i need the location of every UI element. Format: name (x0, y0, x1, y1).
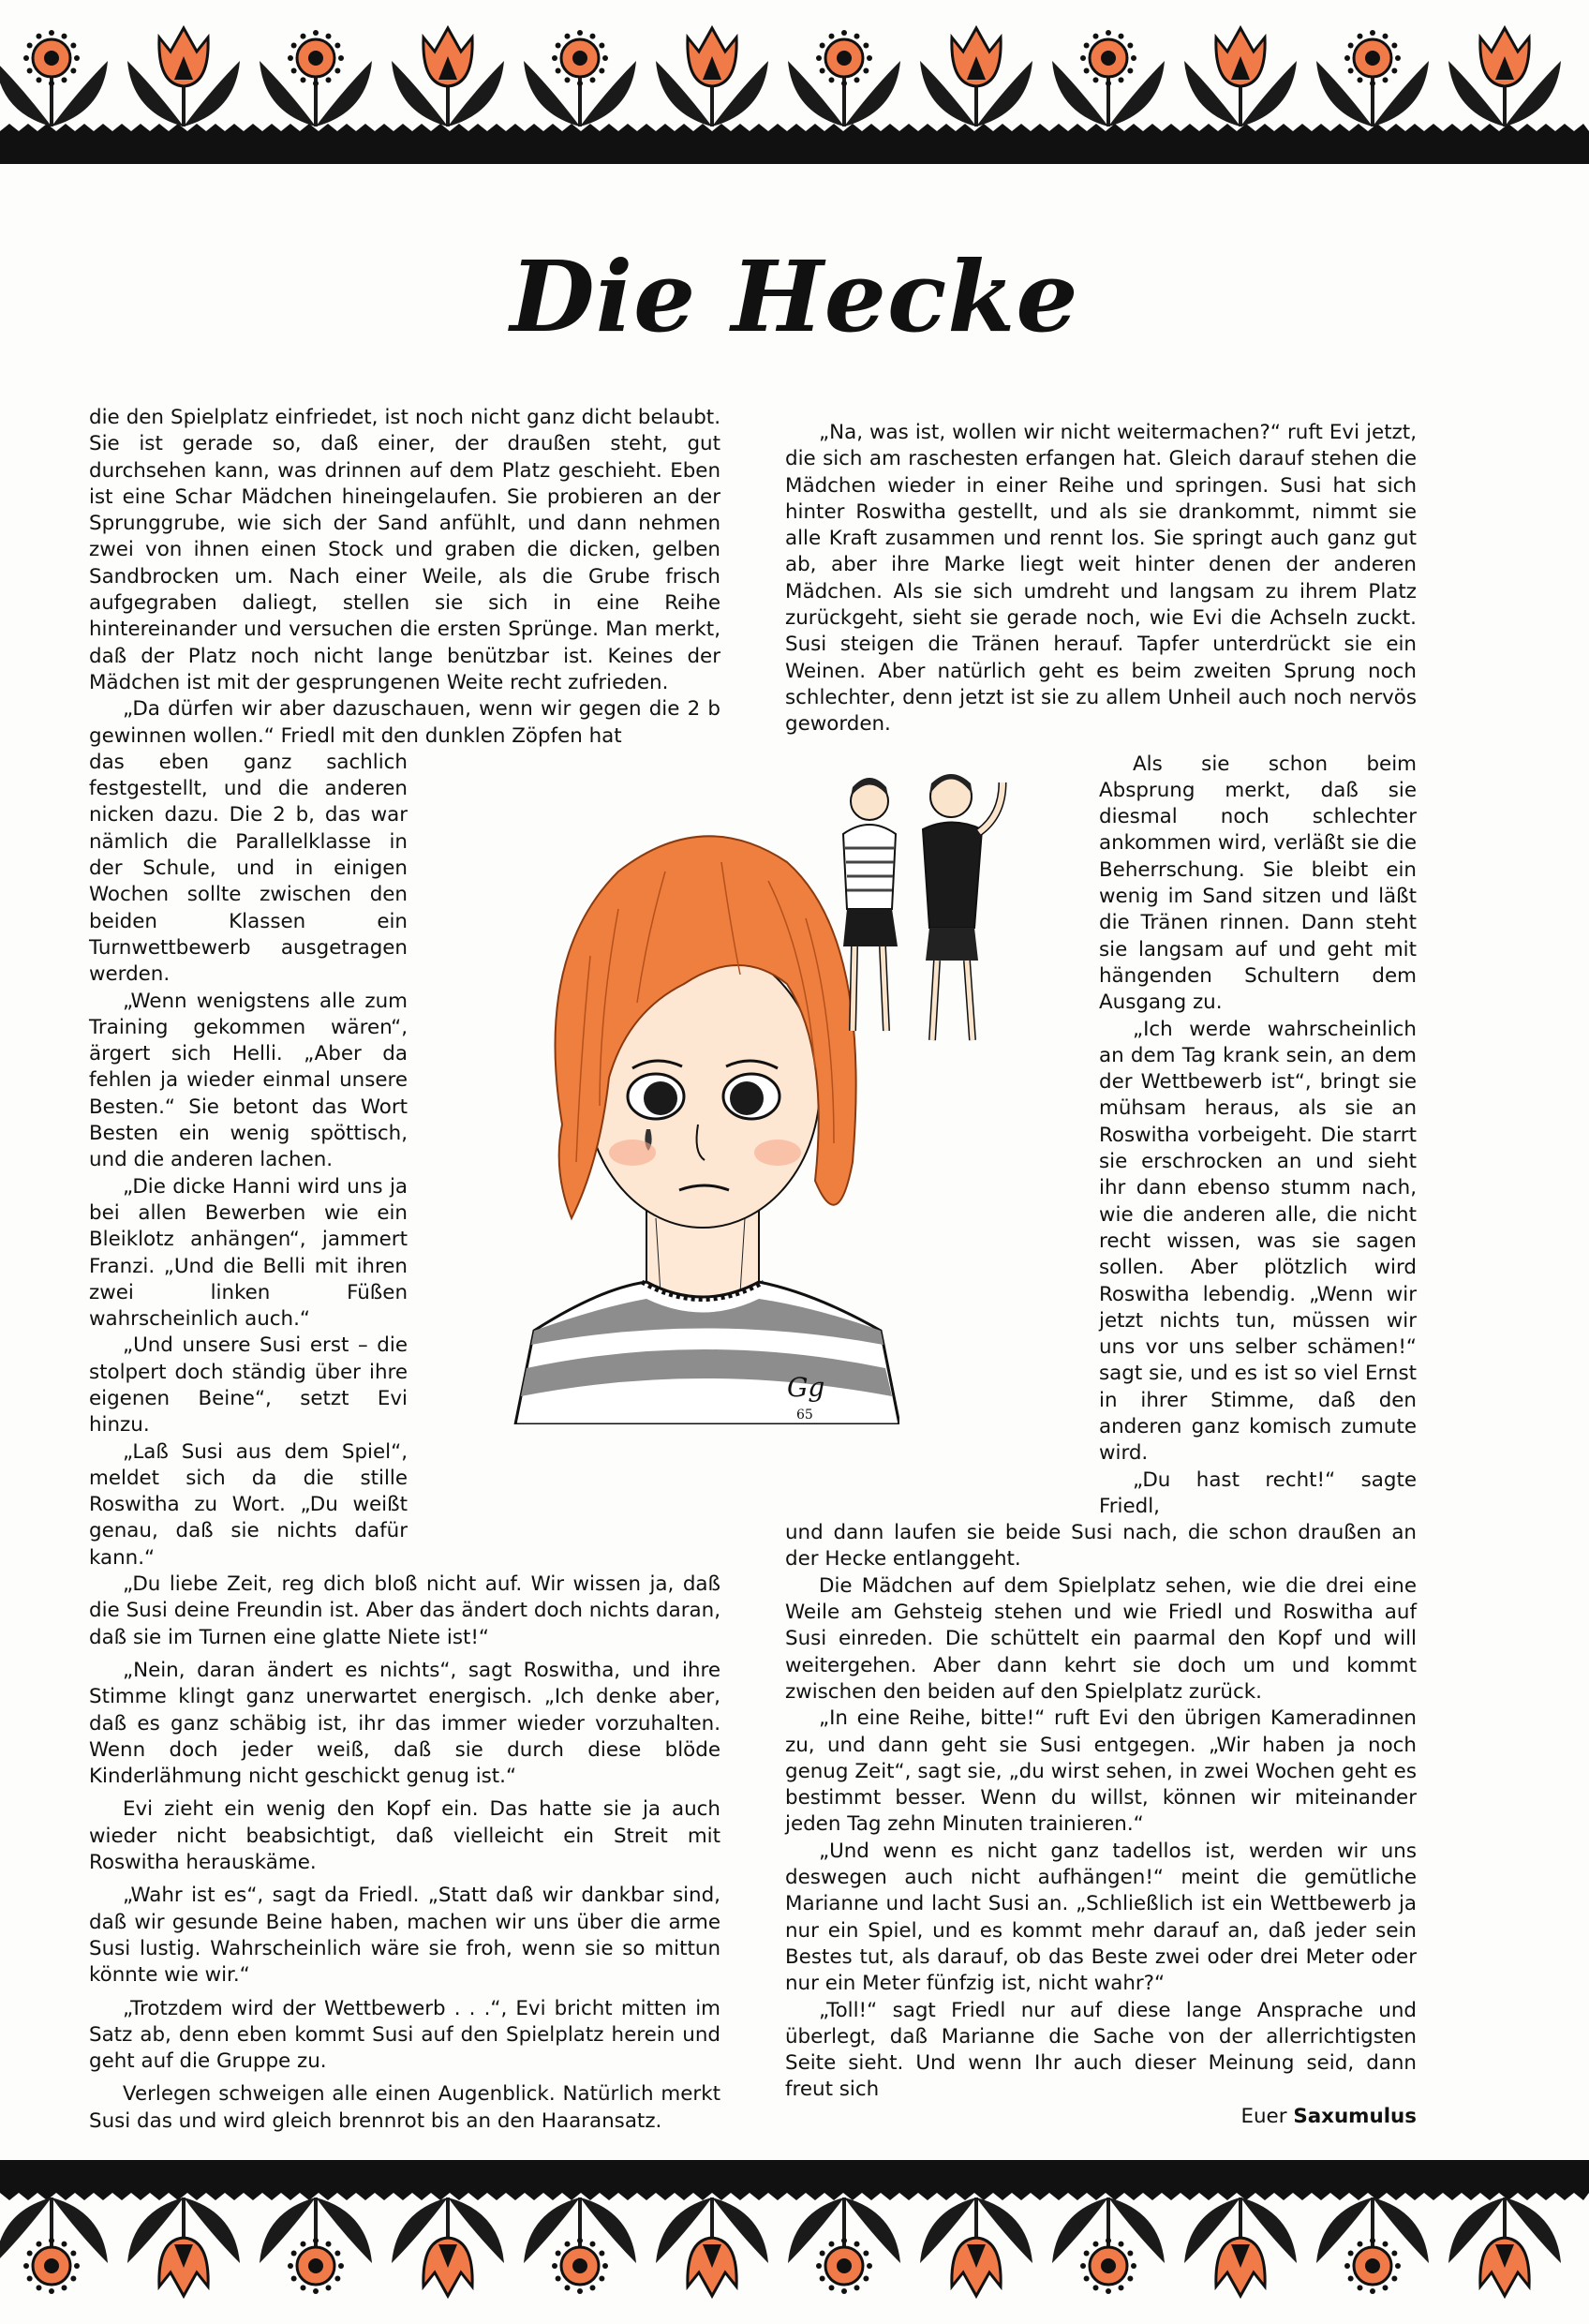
flower-border-art (0, 2160, 1589, 2324)
tulip-motif (1184, 28, 1297, 127)
paragraph: die den Spielplatz einfriedet, ist noch nicht ganz dicht belaubt. Sie ist gerade so, daß einer, der draußen steht, gut durchsehen kann, was drinnen auf dem Platz geschieht. Eben ist eine Schar Mädchen hineingelaufen. Sie probieren an der Sprunggrube, wie sich der Sand anfühlt, und dann nehmen zwei von ihnen einen Stock und graben die dicken, gelben Sandbrocken um. Nach einer Weile, als die Grube frisch aufgegraben daliegt, stellen sie sich in eine Reihe hintereinander und versuchen die ersten Sprünge. Man merkt, daß der Platz noch nicht lange benützbar ist. Keines der Mädchen ist mit der gesprungenen Weite recht zufrieden. (89, 406, 720, 694)
tulip-motif (0, 2197, 108, 2294)
paragraph: „Du liebe Zeit, reg dich bloß nicht auf. Wir wissen ja, daß die Susi deine Freundin ist. Aber das ändert doch nichts daran, daß sie im Turnen eine glatte Niete ist!“ (89, 1572, 720, 1649)
tulip-motif (524, 2197, 636, 2294)
paragraph: Verlegen schweigen alle einen Augenblick. Natürlich merkt Susi das und wird gleich brennrot bis an den Haaransatz. (89, 2082, 720, 2133)
top-flower-border (0, 0, 1589, 164)
signature-line (785, 2104, 1417, 2130)
paragraph: „Wahr ist es“, sagt da Friedl. „Statt daß wir dankbar sind, daß wir gesunde Beine haben, machen wir uns über die arme Susi lustig. Wahrscheinlich wäre sie froh, wenn sie so mittun könnte wie wir.“ (89, 1884, 720, 1988)
paragraph: „Trotzdem wird der Wettbewerb . . .“, Evi bricht mitten im Satz ab, denn eben kommt Susi auf den Spielplatz herein und geht auf die Gruppe zu. (89, 1996, 720, 2074)
tulip-motif (1316, 2197, 1429, 2294)
tulip-motif (1448, 2197, 1561, 2296)
signature-name: Saxumulus (1293, 2104, 1417, 2128)
paragraph: „Und unsere Susi erst – die stolpert doch ständig über ihre eigenen Beine“, setzt Evi hinzu. (89, 1333, 408, 1438)
tulip-motif (127, 2197, 240, 2296)
text-beside-illustration (89, 750, 408, 1572)
paragraph: Die Mädchen auf dem Spielplatz sehen, wie die drei eine Weile am Gehsteig stehen und wie Friedl und Roswitha auf Susi einreden. Die schüttelt ein paarmal den Kopf und will weitergehen. Aber dann kehrt sie doch um und kommt zwischen den beiden auf den Spielplatz zurück. (785, 1573, 1417, 1704)
tulip-motif (788, 2197, 900, 2294)
tulip-motif (1184, 2197, 1297, 2296)
artist-signature: Gg (787, 1372, 825, 1403)
signature-prefix: Euer (1240, 2104, 1287, 2128)
paragraph: „Du hast recht!“ sagte Friedl, (1099, 1467, 1417, 1518)
tulip-motif (0, 30, 108, 127)
children-illustration (824, 759, 1040, 1059)
flower-border-art (0, 0, 1589, 164)
tulip-motif (392, 28, 504, 127)
paragraph: Evi zieht ein wenig den Kopf ein. Das hatte sie ja auch wieder nicht beabsichtigt, daß vielleicht ein Streit mit Roswitha herauskäme. (89, 1797, 720, 1875)
paragraph: „Und wenn es nicht ganz tadellos ist, werden wir uns deswegen auch nicht aufhängen!“ meint die gemütliche Marianne und lacht Susi an. „Schließlich ist ein Wettbewerb ja nur ein Spiel, und es kommt mehr darauf an, daß jeder sein Bestes tut, als darauf, ob das Beste zwei oder drei Meter oder nur ein Meter fünfzig ist, nicht wahr?“ (785, 1839, 1417, 1996)
paragraph: „Na, was ist, wollen wir nicht weitermachen?“ ruft Evi jetzt, die sich am raschesten erfangen hat. Gleich darauf stehen die Mädchen wieder in einer Reihe und springen. Susi hat sich hinter Roswitha gestellt, und als sie drankommt, nimmt sie alle Kraft zusammen und rennt los. Sie springt auch ganz gut ab, aber ihre Marke liegt weit hinter denen der anderen Mädchen. Als sie sich umdreht und langsam zu ihrem Platz zurückgeht, sieht sie gerade noch, wie Evi die Achseln zuckt. Susi steigen die Tränen herauf. Tapfer unterdrückt sie ein Weinen. Aber natürlich geht es beim zweiten Sprung noch schlechter, denn jetzt ist sie zu allem Unheil auch noch nervös geworden. (785, 421, 1417, 737)
artist-signature-year: 65 (796, 1408, 813, 1423)
tulip-motif (920, 2197, 1032, 2296)
paragraph: „Wenn wenigstens alle zum Training gekommen wären“, ärgert sich Helli. „Aber da fehlen ja wieder einmal unsere Besten.“ Sie betont das Wort Besten ein wenig spöttisch, und die anderen lachen. (89, 989, 408, 1172)
paragraph: „In eine Reihe, bitte!“ ruft Evi den übrigen Kameradinnen zu, und dann geht sie Susi entgegen. „Wir haben ja noch genug Zeit“, sagt sie, „du wirst sehen, in zwei Wochen geht es bestimmt besser. Wenn du willst, können wir miteinander jeden Tag zehn Minuten trainieren.“ (785, 1706, 1417, 1837)
tulip-motif (127, 28, 240, 127)
tulip-motif (1052, 30, 1165, 127)
paragraph: und dann laufen sie beide Susi nach, die schon draußen an der Hecke entlanggeht. (785, 1521, 1417, 1572)
paragraph: das eben ganz sachlich festgestellt, und die anderen nicken dazu. Die 2 b, das war nämlich die Parallelklasse in der Schule, und in einigen Wochen sollte zwischen den beiden Klassen ein Turnwettbewerb ausgetragen werden. (89, 750, 408, 987)
tulip-motif (1316, 30, 1429, 127)
text-beside-illustration (1099, 752, 1417, 1521)
page-title: Die Hecke (510, 239, 1079, 354)
tulip-motif (788, 30, 900, 127)
tulip-motif (392, 2197, 504, 2296)
tulip-motif (1052, 2197, 1165, 2294)
tulip-motif (1448, 28, 1561, 127)
paragraph: „Da dürfen wir aber dazuschauen, wenn wir gegen die 2 b gewinnen wollen.“ Friedl mit den dunklen Zöpfen hat (89, 697, 720, 748)
bottom-flower-border (0, 2160, 1589, 2324)
paragraph: Als sie schon beim Absprung merkt, daß sie diesmal noch schlechter ankommen wird, verläßt sie die Beherrschung. Sie bleibt ein wenig im Sand sitzen und läßt die Tränen rinnen. Dann steht sie langsam auf und geht mit hängenden Schultern dem Ausgang zu. (1099, 752, 1417, 1015)
paragraph: „Toll!“ sagt Friedl nur auf diese lange Ansprache und überlegt, daß Marianne die Sache von der allerrichtigsten Seite sieht. Und wenn Ihr auch dieser Meinung seid, dann freut sich (785, 1998, 1417, 2102)
tulip-motif (260, 2197, 372, 2294)
tulip-motif (920, 28, 1032, 127)
paragraph: „Ich werde wahrscheinlich an dem Tag krank sein, an dem der Wettbewerb ist“, bringt sie mühsam heraus, als sie an Roswitha vorbeigeht. Die starrt sie erschrocken an und sieht ihr dann ebenso stumm nach, wie die anderen alle, die nicht recht wissen, was sie sagen sollen. Aber plötzlich wird Roswitha lebendig. „Wenn wir jetzt nichts tun, müssen wir uns vor uns selber schämen!“ sagt sie, und es ist so viel Ernst in ihrer Stimme, daß den anderen ganz komisch zumute wird. (1099, 1017, 1417, 1466)
tulip-motif (524, 30, 636, 127)
tulip-motif (656, 28, 768, 127)
tulip-motif (656, 2197, 768, 2296)
paragraph: „Die dicke Hanni wird uns ja bei allen Bewerben wie ein Bleiklotz anhängen“, jammert Franzi. „Und die Belli mit ihren zwei linken Füßen wahrscheinlich auch.“ (89, 1174, 408, 1332)
tulip-motif (260, 30, 372, 127)
paragraph: „Nein, daran ändert es nichts“, sagt Roswitha, und ihre Stimme klingt ganz unerwartet energisch. „Ich denke aber, daß es ganz schäbig ist, ihr das immer wieder vorzuhalten. Wenn doch jeder weiß, daß sie durch diese blöde Kinderlähmung nicht geschickt genug ist.“ (89, 1658, 720, 1789)
paragraph: „Laß Susi aus dem Spiel“, meldet sich da die stille Roswitha zu Wort. „Du weißt genau, daß sie nichts dafür kann.“ (89, 1439, 408, 1570)
